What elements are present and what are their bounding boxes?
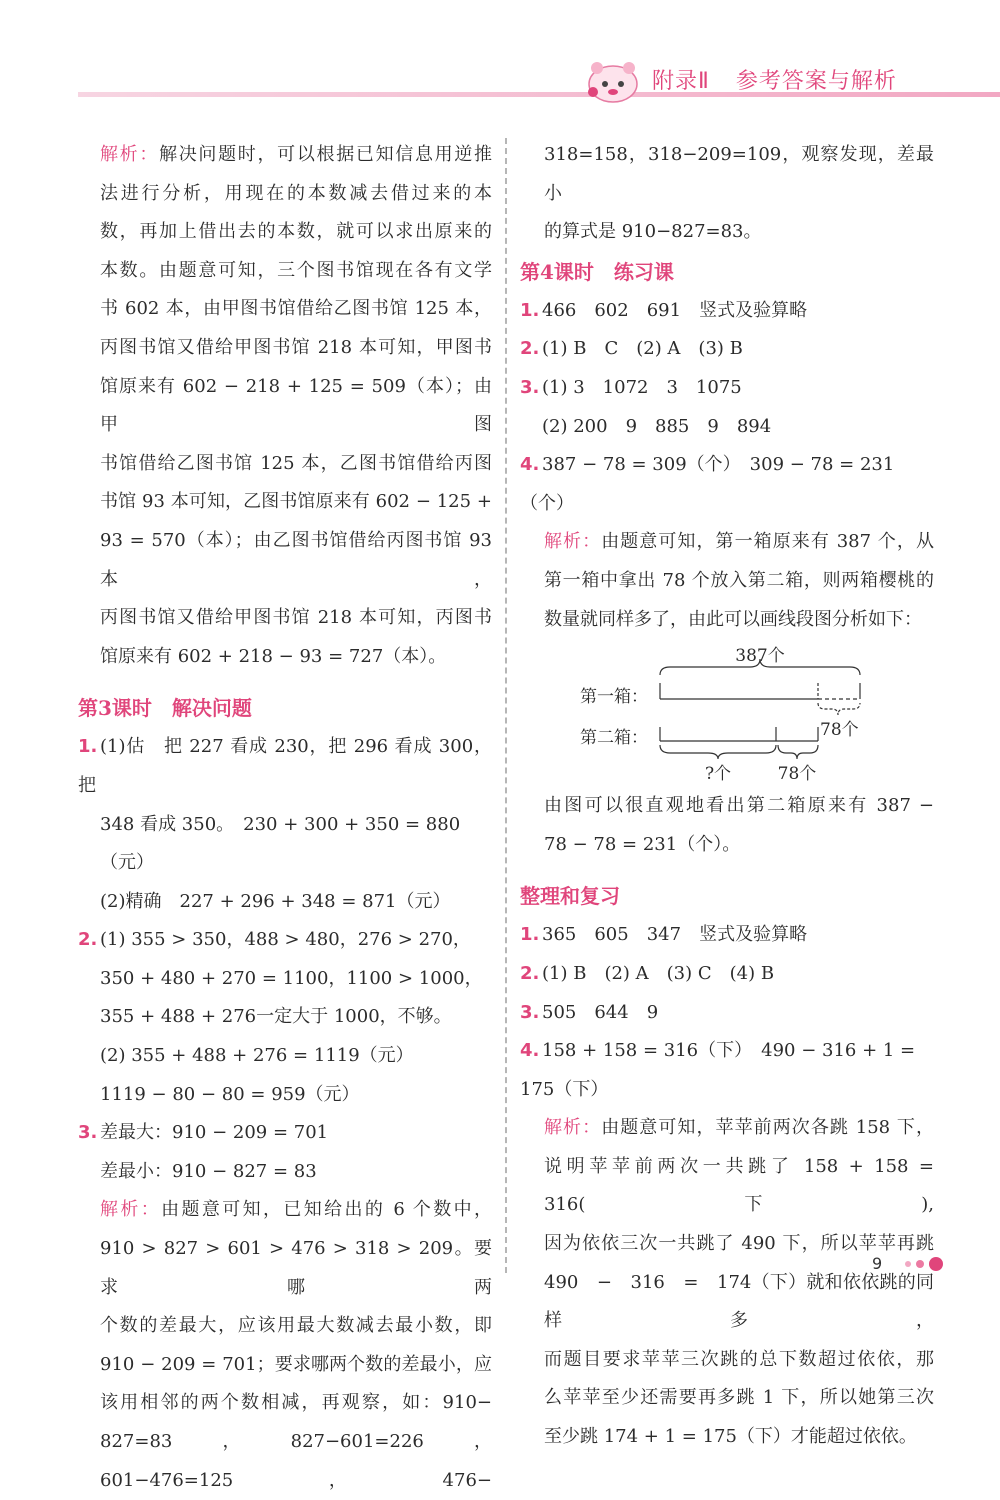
q3-analysis-line: 个数的差最大，应该用最大数减去最小数，即 bbox=[100, 1315, 492, 1337]
q2-line: 355 + 488 + 276一定大于 1000，不够。 bbox=[100, 1006, 452, 1028]
column-divider bbox=[505, 138, 507, 1273]
review-item: 4. 158 + 158 = 316（下） 490 − 316 + 1 = 175（下） bbox=[520, 1040, 916, 1100]
diagram-unknown-label: ?个 bbox=[704, 764, 732, 785]
l4-analysis-line: 数量就同样多了，由此可以画线段图分析如下： bbox=[544, 608, 922, 630]
intro-line: 丙图书馆又借给甲图书馆 218 本可知，丙图书 bbox=[100, 607, 492, 629]
q3-line: 差最小：910 − 827 = 83 bbox=[100, 1160, 317, 1182]
review-analysis-line: 而题目要求苹苹三次跳的总下数超过依依，那 bbox=[544, 1348, 934, 1370]
l4-item: 3. (1) 3 1072 3 1075 bbox=[520, 376, 742, 398]
mascot-icon bbox=[585, 54, 641, 104]
review-analysis-line: 490 − 316 = 174（下）就和依依跳的同样多， bbox=[544, 1271, 934, 1332]
l4-analysis-line: 第一箱中拿出 78 个放入第二箱，则两箱樱桃的 bbox=[544, 569, 934, 591]
q2-line: (2) 355 + 488 + 276 = 1119（元） bbox=[100, 1045, 414, 1067]
q3-analysis-line: 该用相邻的两个数相减，再观察，如：910− bbox=[100, 1392, 492, 1414]
review-analysis-line: 么苹苹至少还需要再多跳 1 下，所以她第三次 bbox=[544, 1387, 934, 1409]
q1-line: 348 看成 350。 230 + 300 + 350 = 880（元） bbox=[100, 813, 461, 874]
intro-line: 馆原来有 602 + 218 − 93 = 727（本）。 bbox=[100, 645, 447, 667]
review-analysis-line: 解析：由题意可知，苹苹前两次各跳 158 下， bbox=[544, 1117, 934, 1139]
diagram-bottom-brace-q bbox=[660, 745, 776, 759]
section-title-lesson4: 第4课时 练习课 bbox=[520, 259, 674, 284]
review-item: 2. (1) B (2) A (3) C (4) B bbox=[520, 962, 775, 984]
l4-item: 1. 466 602 691 竖式及验算略 bbox=[520, 299, 808, 321]
l4-analysis-line: 解析：由题意可知，第一箱原来有 387 个，从 bbox=[544, 531, 934, 553]
intro-line: 数，再加上借出去的本数，就可以求出原来的 bbox=[100, 221, 492, 243]
q2-line: 2. (1) 355 > 350，488 > 480，276 > 270， bbox=[78, 921, 492, 960]
intro-line: 馆原来有 602 − 218 + 125 = 509（本）；由甲图 bbox=[100, 375, 492, 436]
appendix-title: 参考答案与解析 bbox=[735, 69, 897, 94]
intro-line: 解析：解决问题时，可以根据已知信息用逆推 bbox=[100, 144, 493, 165]
section-title-review: 整理和复习 bbox=[520, 884, 620, 909]
intro-line: 丙图书馆又借给甲图书馆 218 本可知，甲图书 bbox=[100, 336, 492, 358]
line-segment-diagram bbox=[520, 639, 934, 787]
review-analysis-line: 说明苹苹前两次一共跳了 158 + 158 = 316(下), bbox=[544, 1155, 934, 1216]
analysis-label: 解析： bbox=[100, 144, 160, 165]
l4-item: 4. 387 − 78 = 309（个） 309 − 78 = 231（个） bbox=[520, 454, 895, 514]
q1-number: 1. bbox=[78, 736, 98, 758]
q3-analysis-cont: 的算式是 910−827=83。 bbox=[544, 221, 762, 243]
intro-line: 书 602 本，由甲图书馆借给乙图书馆 125 本， bbox=[100, 298, 492, 320]
review-analysis-line: 至少跳 174 + 1 = 175（下）才能超过依依。 bbox=[544, 1426, 917, 1448]
q3-line: 3. 差最大：910 − 209 = 701 bbox=[78, 1114, 492, 1153]
q2-line: 1119 − 80 − 80 = 959（元） bbox=[100, 1083, 360, 1105]
review-analysis-line: 因为依依三次一共跳了 490 下，所以苹苹再跳 bbox=[544, 1233, 934, 1255]
intro-line: 书馆借给乙图书馆 125 本，乙图书馆借给丙图 bbox=[100, 452, 492, 474]
diagram-svg bbox=[520, 639, 934, 787]
intro-line: 书馆 93 本可知，乙图书馆原来有 602 − 125 + bbox=[100, 491, 492, 513]
analysis-label: 解析： bbox=[544, 531, 602, 553]
page-number: 9 bbox=[872, 1254, 883, 1273]
diagram-78-right: 78个 bbox=[820, 720, 859, 741]
l4-item: (2) 200 9 885 9 894 bbox=[542, 415, 772, 437]
q3-analysis-line: 827=83，827−601=226，601−476=125，476− bbox=[100, 1431, 492, 1491]
q3-analysis-cont: 318=158，318−209=109，观察发现，差最小 bbox=[544, 144, 934, 204]
analysis-label: 解析： bbox=[544, 1117, 602, 1139]
q1-line: (2)精确 227 + 296 + 348 = 871（元） bbox=[100, 890, 451, 912]
diagram-right-brace bbox=[818, 703, 860, 715]
diagram-row1-label: 第一箱： bbox=[580, 687, 648, 708]
q3-analysis-line: 910 > 827 > 601 > 476 > 318 > 209。要求哪两 bbox=[100, 1238, 492, 1298]
diagram-bottom-brace-78 bbox=[778, 745, 818, 759]
diagram-78-bottom: 78个 bbox=[777, 764, 817, 785]
q2-line: 350 + 480 + 270 = 1100，1100 > 1000， bbox=[100, 967, 483, 989]
page-header bbox=[0, 0, 1000, 110]
q2-number: 2. bbox=[78, 929, 98, 951]
diagram-row2-label: 第二箱： bbox=[580, 728, 648, 749]
left-column bbox=[78, 136, 493, 1500]
section-title-lesson3: 第3课时 解决问题 bbox=[78, 696, 252, 721]
after-figure-line: 78 − 78 = 231（个）。 bbox=[544, 833, 741, 855]
intro-line: 93 = 570（本）；由乙图书馆借给丙图书馆 93 本， bbox=[100, 529, 492, 590]
q3-analysis-line: 910 − 209 = 701；要求哪两个数的差最小，应 bbox=[100, 1353, 492, 1375]
intro-line: 本数。由题意可知，三个图书馆现在各有文学 bbox=[100, 259, 492, 281]
l4-item: 2. (1) B C (2) A (3) B bbox=[520, 338, 743, 360]
diagram-total-label: 387个 bbox=[735, 646, 785, 667]
page-dots-icon bbox=[888, 1256, 948, 1272]
after-figure-line: 由图可以很直观地看出第二箱原来有 387 − bbox=[544, 795, 934, 817]
review-item: 1. 365 605 347 竖式及验算略 bbox=[520, 924, 808, 946]
header-title bbox=[652, 64, 897, 95]
q3-analysis-line: 解析：由题意可知，已知给出的 6 个数中， bbox=[100, 1199, 492, 1221]
intro-line: 法进行分析，用现在的本数减去借过来的本 bbox=[100, 182, 492, 204]
analysis-label: 解析： bbox=[100, 1199, 162, 1221]
appendix-label: 附录Ⅱ bbox=[652, 69, 710, 94]
diagram-top-brace bbox=[660, 659, 860, 675]
review-item: 3. 505 644 9 bbox=[520, 1001, 659, 1023]
q3-number: 3. bbox=[78, 1122, 98, 1144]
q1-line: 1. (1)估 把 227 看成 230，把 296 看成 300，把 bbox=[78, 728, 492, 805]
